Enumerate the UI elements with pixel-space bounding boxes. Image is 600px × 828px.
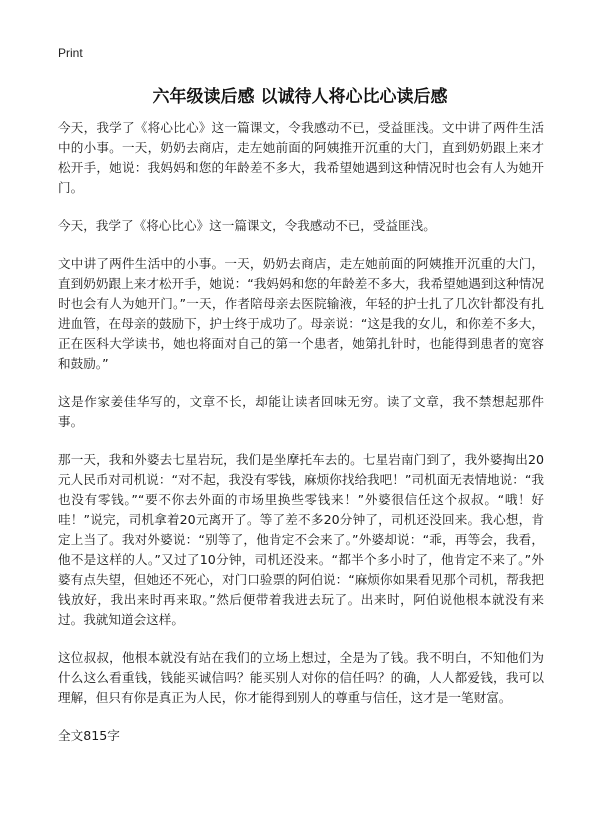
article-title: 六年级读后感 以诚待人将心比心读后感 xyxy=(152,87,448,107)
paragraph: 今天，我学了《将心比心》这一篇课文，令我感动不已，受益匪浅。文中讲了两件生活中的小事。一天，奶奶去商店，走左她前面的阿姨推开沉重的大门，直到奶奶跟上来才松开手，她说：我妈妈和您的年龄差不多大，我希望她遇到这种情况时也会有人为她开门。 xyxy=(58,120,544,195)
paragraph: 文中讲了两件生活中的小事。一天，奶奶去商店，走左她前面的阿姨推开沉重的大门，直到奶奶跟上来才松开手，她说：“我妈妈和您的年龄差不多大，我希望她遇到这种情况时也会有人为她开门。”一天，作者陪母亲去医院输液，年轻的护士扎了几次针都没有扎进血管，在母亲的鼓励下，护士终于成功了。母亲说：“这是我的女儿，和你差不多大，正在医科大学读书，她也将面对自己的第一个患者，她第扎针时，也能得到患者的宽容和鼓励。” xyxy=(58,256,544,371)
print-link[interactable]: Print xyxy=(58,46,83,60)
paragraph: 这位叔叔，他根本就没有站在我们的立场上想过，全是为了钱。我不明白，不知他们为什么这么看重钱，钱能买诚信吗？能买别人对你的信任吗？的确，人人都爱钱，我可以理解，但只有你是真正为人民，你才能得到别人的尊重与信任，这才是一笔财富。 xyxy=(58,650,544,705)
article-body xyxy=(58,118,544,746)
paragraph: 那一天，我和外婆去七星岩玩，我们是坐摩托车去的。七星岩南门到了，我外婆掏出20元人民币对司机说：“对不起，我没有零钱，麻烦你找给我吧！”司机面无表情地说：“我也没有零钱。”“要不你去外面的市场里换些零钱来！”外婆很信任这个叔叔。“哦！好哇！”说完，司机拿着20元离开了。等了差不多20分钟了，司机还没回来。我心想，肯定上当了。我对外婆说：“别等了，他肯定不会来了。”外婆却说：“乖，再等会，我看，他不是这样的人。”又过了10分钟，司机还没来。“都半个多小时了，他肯定不来了。”外婆有点失望，但她还不死心，对门口验票的阿伯说：“麻烦你如果看见那个司机，帮我把钱放好，我出来时再来取。”然后便带着我进去玩了。出来时，阿伯说他根本就没有来过。我就知道会这样。 xyxy=(58,452,544,627)
word-count: 全文815字 xyxy=(58,728,120,743)
paragraph: 这是作家姜佳华写的，文章不长，却能让读者回味无穷。读了文章，我不禁想起那件事。 xyxy=(58,394,544,429)
paragraph: 今天，我学了《将心比心》这一篇课文，令我感动不已，受益匪浅。 xyxy=(58,218,436,233)
